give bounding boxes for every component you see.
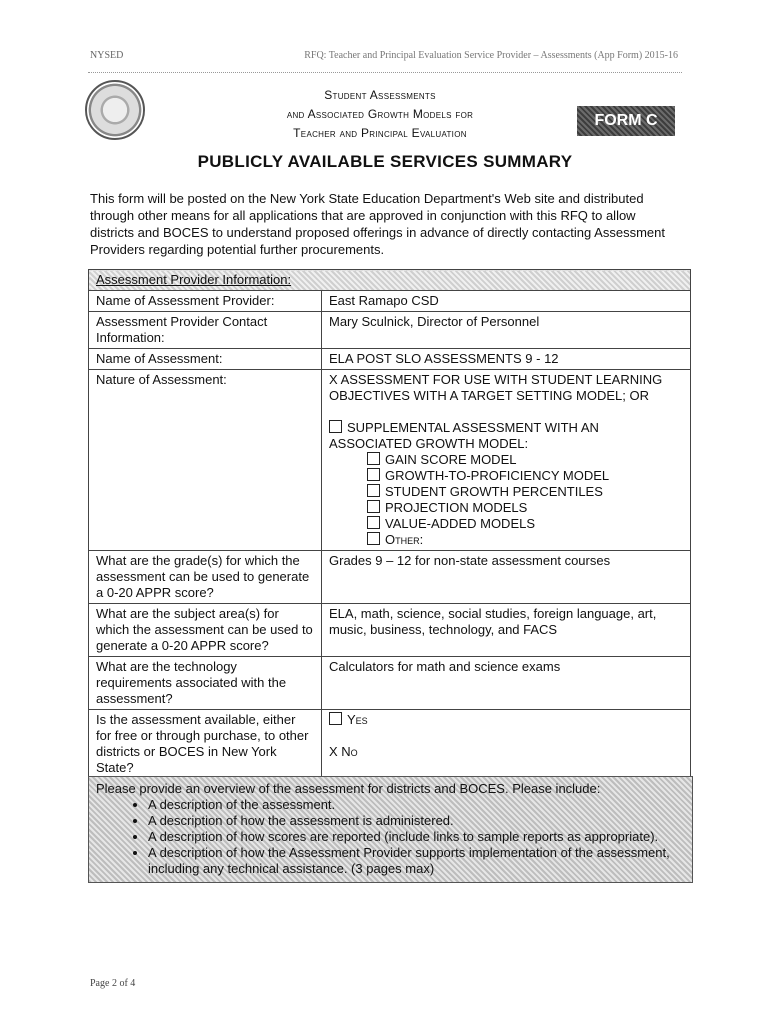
overview-heading: Please provide an overview of the assessment for districts and BOCES. Please include: xyxy=(96,781,601,796)
no-label: X No xyxy=(329,744,358,759)
title-block xyxy=(200,86,560,143)
list-item: • A description of how scores are reported (include links to sample reports as appropriate). xyxy=(148,829,685,845)
subjects-label: What are the subject area(s) for which the assessment can be used to generate a 0-20 APPR score? xyxy=(89,604,322,657)
nature-value xyxy=(322,370,691,551)
assessment-name-label: Name of Assessment: xyxy=(89,349,322,370)
growth-checkbox[interactable] xyxy=(367,452,380,465)
table-row xyxy=(89,312,691,349)
table-row xyxy=(89,657,691,710)
growth-checkbox[interactable] xyxy=(367,484,380,497)
growth-option xyxy=(367,468,683,484)
table-row xyxy=(89,710,691,779)
availability-yes xyxy=(329,712,683,728)
list-item: • A description of the assessment. xyxy=(148,797,685,813)
growth-option-label: PROJECTION MODELS xyxy=(385,500,528,515)
nature-slo-option: X ASSESSMENT FOR USE WITH STUDENT LEARNING OBJECTIVES WITH A TARGET SETTING MODEL; OR xyxy=(329,372,663,403)
table-row xyxy=(89,551,691,604)
yes-checkbox[interactable] xyxy=(329,712,342,725)
subjects-value: ELA, math, science, social studies, foreign language, art, music, business, technology, and FACS xyxy=(322,604,691,657)
contact-label: Assessment Provider Contact Information: xyxy=(89,312,322,349)
growth-option xyxy=(367,452,683,468)
header-agency: NYSED xyxy=(90,50,124,61)
availability-value xyxy=(322,710,691,779)
growth-option xyxy=(367,500,683,516)
intro-paragraph: This form will be posted on the New York State Education Department's Web site and distributed through other means for all applications that are approved in conjunction with this RFQ to allow districts and BOCES to understand proposed offerings in advance of directly contacting Assessment Providers regarding potential further procurements. xyxy=(90,191,665,257)
growth-option-label: Other: xyxy=(385,532,424,547)
page-number: Page 2 of 4 xyxy=(90,978,136,989)
technology-label: What are the technology requirements associated with the assessment? xyxy=(89,657,322,710)
supplemental-label: SUPPLEMENTAL ASSESSMENT WITH AN ASSOCIATED GROWTH MODEL: xyxy=(329,420,599,451)
nature-label: Nature of Assessment: xyxy=(89,370,322,551)
section-header: Assessment Provider Information: xyxy=(89,270,691,291)
growth-checkbox[interactable] xyxy=(367,516,380,529)
availability-no xyxy=(329,744,683,760)
form-badge: FORM C xyxy=(577,106,675,136)
table-row xyxy=(89,349,691,370)
grades-label: What are the grade(s) for which the assessment can be used to generate a 0-20 APPR score? xyxy=(89,551,322,604)
growth-option xyxy=(367,484,683,500)
growth-checkbox[interactable] xyxy=(367,532,380,545)
header-rule xyxy=(88,72,682,73)
list-item: • A description of how the Assessment Provider supports implementation of the assessment, including any technical assistance. (3 pages max) xyxy=(148,845,685,877)
provider-info-table xyxy=(88,269,691,779)
provider-name-value: East Ramapo CSD xyxy=(322,291,691,312)
header-document-title: RFQ: Teacher and Principal Evaluation Service Provider – Assessments (App Form) 2015-16 xyxy=(304,50,678,61)
supplemental-checkbox[interactable] xyxy=(329,420,342,433)
table-row xyxy=(89,291,691,312)
growth-option xyxy=(367,532,683,548)
contact-value: Mary Sculnick, Director of Personnel xyxy=(322,312,691,349)
assessment-name-value: ELA POST SLO ASSESSMENTS 9 - 12 xyxy=(322,349,691,370)
table-row xyxy=(89,604,691,657)
state-seal-logo xyxy=(85,80,145,140)
page-title: PUBLICLY AVAILABLE SERVICES SUMMARY xyxy=(197,152,573,171)
availability-label: Is the assessment available, either for free or through purchase, to other districts or BOCES in New York State? xyxy=(89,710,322,779)
title-line-1: Student Assessments xyxy=(324,88,436,102)
technology-value: Calculators for math and science exams xyxy=(322,657,691,710)
table-row xyxy=(89,370,691,551)
title-line-2: and Associated Growth Models for xyxy=(286,107,474,121)
provider-name-label: Name of Assessment Provider: xyxy=(89,291,322,312)
growth-option-label: GROWTH-TO-PROFICIENCY MODEL xyxy=(385,468,610,483)
growth-option xyxy=(367,516,683,532)
growth-option-label: GAIN SCORE MODEL xyxy=(385,452,517,467)
section-header-row xyxy=(89,270,691,291)
yes-label: Yes xyxy=(347,712,368,727)
growth-checkbox[interactable] xyxy=(367,500,380,513)
overview-instructions xyxy=(88,776,693,883)
grades-value: Grades 9 – 12 for non-state assessment courses xyxy=(322,551,691,604)
overview-list xyxy=(96,797,685,877)
nature-supplemental-option xyxy=(329,420,683,452)
growth-option-label: STUDENT GROWTH PERCENTILES xyxy=(385,484,603,499)
list-item: • A description of how the assessment is administered. xyxy=(148,813,685,829)
title-line-3: Teacher and Principal Evaluation xyxy=(293,126,467,140)
growth-option-label: VALUE-ADDED MODELS xyxy=(385,516,536,531)
growth-checkbox[interactable] xyxy=(367,468,380,481)
